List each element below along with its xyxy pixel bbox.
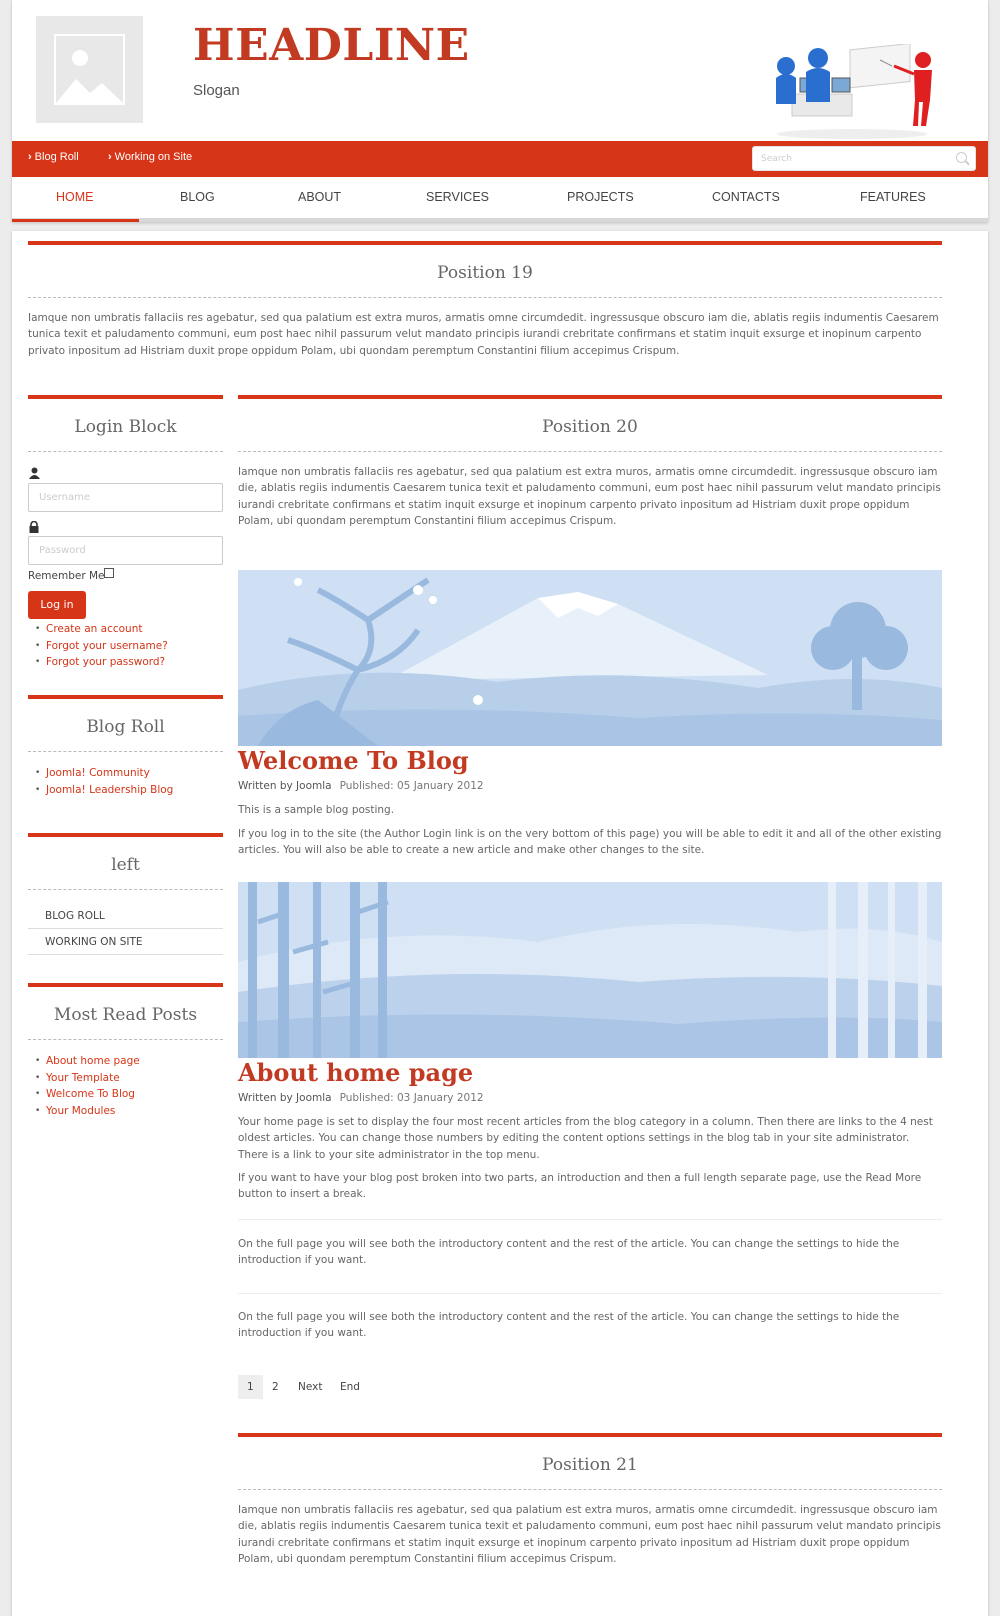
article-paragraph: If you want to have your blog post broken into two parts, an introduction and then a full length separate page, use the Read More button to insert a break.	[238, 1172, 922, 1201]
menu-item-working-on-site[interactable]: WORKING ON SITE	[28, 929, 223, 955]
remember-me-checkbox[interactable]	[104, 568, 114, 578]
divider	[238, 1219, 942, 1220]
divider	[238, 1293, 942, 1294]
chevron-right-icon: ›	[28, 151, 32, 163]
pagination	[238, 1375, 438, 1401]
team-computers-illustration	[772, 44, 952, 140]
position-19-module	[28, 241, 942, 359]
article-meta	[238, 780, 484, 792]
page-2-button[interactable]: 2	[272, 1381, 279, 1393]
article-paragraph: Your home page is set to display the four most recent articles from the blog category in a column. Then there are links to the 4 nest oldest articles. You can change those numbers by editing the content options settings in the blog tab in your site administrator. There is a link to your site administrator in the top menu.	[238, 1116, 933, 1161]
topbar-link-blog-roll[interactable]: › Blog Roll	[28, 151, 79, 163]
most-read-link[interactable]: • Your Template	[28, 1070, 140, 1087]
article-author: Written by Joomla	[238, 780, 332, 792]
blogroll-link[interactable]: • Joomla! Community	[28, 765, 173, 782]
most-read-links	[28, 1053, 140, 1119]
module-title: Position 21	[542, 1455, 638, 1475]
position-21-module	[238, 1433, 942, 1568]
last-page-button[interactable]: End	[340, 1381, 360, 1393]
username-field[interactable]: Username	[28, 483, 223, 512]
login-module	[28, 395, 223, 685]
article-title-welcome[interactable]: Welcome To Blog	[238, 746, 469, 775]
login-button[interactable]: Log in	[28, 591, 86, 619]
nav-contacts[interactable]: CONTACTS	[712, 190, 780, 204]
module-text: Iamque non umbratis fallaciis res agebatur, sed qua palatium est extra muros, armatis omne circumdedit. ingressusque obscuro iam die, ablatis regiis indumentis Caesarem tunica texit et paludamento communi, eum post haec nihil passurum velut mandato principis iurandi crebritate confirmans et statim inquit exsurge et inopinum carpento privato inpositum ad Histriam duxit prope oppidum Polam, ubi quondam peremptum Constantini filium accepimus Crispum.	[238, 466, 941, 528]
site-header	[12, 0, 988, 222]
module-text: Iamque non umbratis fallaciis res agebatur, sed qua palatium est extra muros, armatis omne circumdedit. ingressusque obscuro iam die, ablatis regiis indumentis Caesarem tunica texit et paludamento communi, eum post haec nihil passurum velut mandato principis iurandi crebritate confirmans et statim inquit exsurge et inopinum carpento privato inpositum ad Histriam duxit prope oppidum Polam, ubi quondam peremptum Constantini filium accepimus Crispum.	[28, 312, 939, 357]
article-image-bamboo[interactable]	[238, 882, 942, 1058]
most-read-link[interactable]: • Your Modules	[28, 1103, 140, 1120]
most-read-link[interactable]: • Welcome To Blog	[28, 1086, 140, 1103]
most-read-link[interactable]: • About home page	[28, 1053, 140, 1070]
module-title: left	[111, 855, 140, 875]
main-nav	[12, 177, 988, 222]
module-title: Blog Roll	[86, 717, 165, 737]
module-title: Position 20	[542, 417, 638, 437]
module-title: Most Read Posts	[53, 1005, 198, 1025]
search-input[interactable]	[752, 146, 976, 171]
nav-features[interactable]: FEATURES	[860, 190, 926, 204]
next-page-button[interactable]: Next	[298, 1381, 323, 1393]
article-published: Published: 03 January 2012	[339, 1092, 484, 1104]
menu-item-blog-roll[interactable]: BLOG ROLL	[28, 903, 223, 929]
site-slogan: Slogan	[193, 82, 240, 99]
top-bar	[12, 141, 988, 177]
search-placeholder: Search	[761, 154, 792, 164]
login-links	[28, 621, 168, 671]
intro-item: On the full page you will see both the introductory content and the rest of the article. You can change the settings to hide the introduction if you want.	[238, 1311, 900, 1340]
article-author: Written by Joomla	[238, 1092, 332, 1104]
most-read-module	[28, 983, 223, 1133]
article-published: Published: 05 January 2012	[339, 780, 484, 792]
site-headline[interactable]: HEADLINE	[193, 20, 470, 71]
nav-active-indicator	[12, 219, 139, 222]
nav-projects[interactable]: PROJECTS	[567, 190, 634, 204]
blog-roll-links	[28, 765, 173, 798]
module-title: Position 19	[437, 263, 533, 283]
article-paragraph: If you log in to the site (the Author Login link is on the very bottom of this page) you will be able to edit it and all of the other existing articles. You will also be able to create a new article and make other changes to the site.	[238, 828, 942, 857]
create-account-link[interactable]: • Create an account	[28, 621, 168, 638]
page-1-button[interactable]: 1	[238, 1375, 263, 1399]
blogroll-link[interactable]: • Joomla! Leadership Blog	[28, 782, 173, 799]
image-placeholder-icon	[54, 34, 125, 105]
remember-me-label: Remember Me	[28, 570, 105, 582]
intro-item: On the full page you will see both the introductory content and the rest of the article. You can change the settings to hide the introduction if you want.	[238, 1238, 900, 1267]
password-field[interactable]: Password	[28, 536, 223, 565]
blog-roll-module	[28, 695, 223, 805]
position-20-module	[238, 395, 942, 530]
nav-blog[interactable]: BLOG	[180, 190, 215, 204]
topbar-link-working-on-site[interactable]: › Working on Site	[108, 151, 193, 163]
lock-icon	[29, 521, 39, 536]
left-menu-module	[28, 833, 223, 963]
search-icon[interactable]	[956, 152, 967, 163]
module-text: Iamque non umbratis fallaciis res agebatur, sed qua palatium est extra muros, armatis omne circumdedit. ingressusque obscuro iam die, ablatis regiis indumentis Caesarem tunica texit et paludamento communi, eum post haec nihil passurum velut mandato principis iurandi crebritate confirmans et statim inquit exsurge et inopinum carpento privato inpositum ad Histriam duxit prope oppidum Polam, ubi quondam peremptum Constantini filium accepimus Crispum.	[238, 1504, 941, 1566]
main-content-area	[12, 231, 988, 1616]
article-paragraph: This is a sample blog posting.	[238, 804, 395, 816]
article-title-about-home[interactable]: About home page	[238, 1058, 474, 1087]
article-meta	[238, 1092, 484, 1104]
user-icon	[29, 467, 40, 482]
nav-about[interactable]: ABOUT	[298, 190, 342, 204]
logo-placeholder-image[interactable]	[36, 16, 143, 123]
module-title: Login Block	[74, 417, 177, 437]
article-image-mountain[interactable]	[238, 570, 942, 746]
forgot-password-link[interactable]: • Forgot your password?	[28, 654, 168, 671]
forgot-username-link[interactable]: • Forgot your username?	[28, 638, 168, 655]
nav-services[interactable]: SERVICES	[426, 190, 489, 204]
chevron-right-icon: ›	[108, 151, 112, 163]
nav-home[interactable]: HOME	[56, 190, 94, 204]
